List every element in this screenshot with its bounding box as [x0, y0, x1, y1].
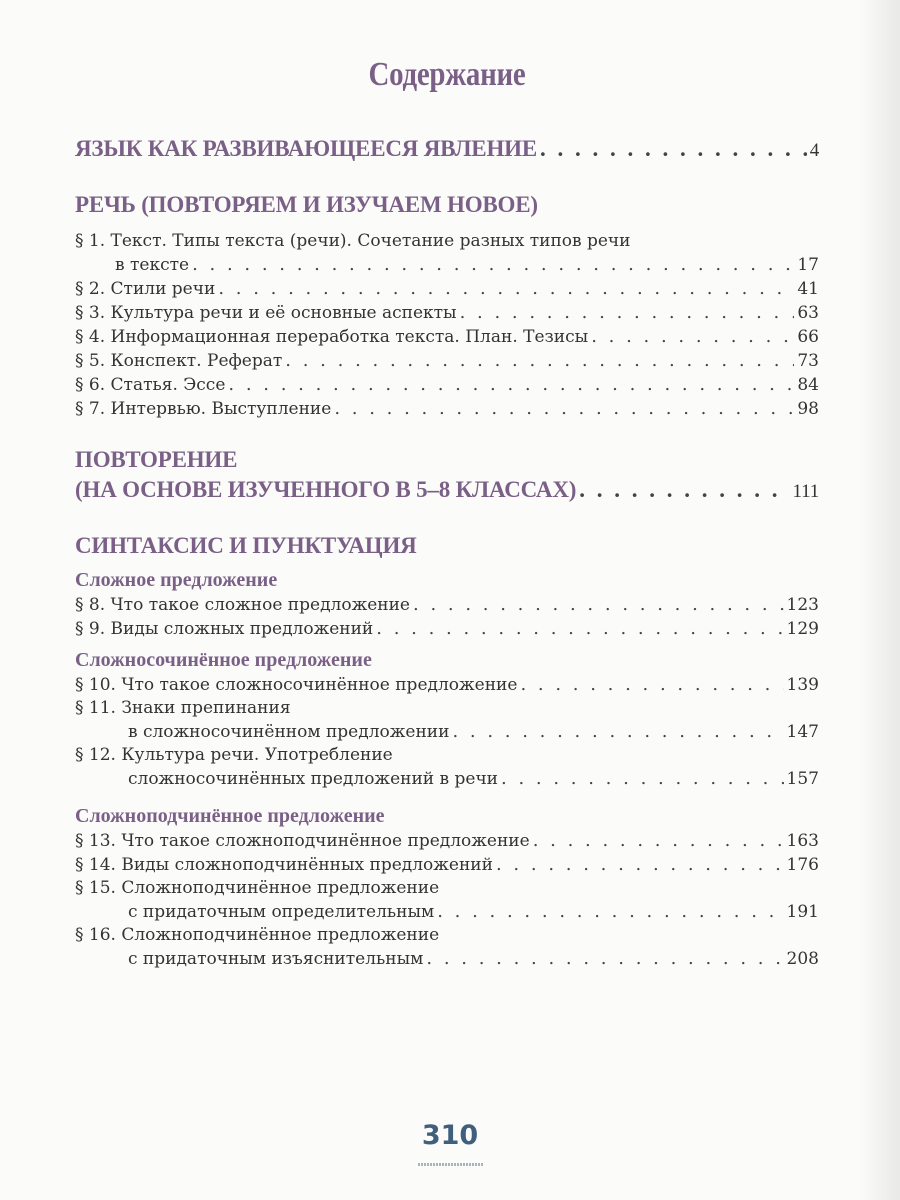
leader-dots [376, 617, 783, 640]
toc-item-label: § 3. Культура речи и её основные аспекты [75, 303, 457, 323]
page-number-underline [418, 1163, 484, 1166]
toc-item-label: § 14. Виды сложноподчинённых предложений [75, 855, 493, 875]
toc-page-number: 111 [792, 481, 819, 502]
toc-item-label: § 13. Что такое сложноподчинённое предложение [75, 831, 530, 851]
leader-dots [334, 397, 794, 420]
toc-item-label: § 7. Интервью. Выступление [75, 399, 332, 419]
page-title: Содержание [368, 56, 526, 93]
toc-item-10[interactable] [75, 673, 819, 697]
leader-dots [452, 720, 783, 743]
page-edge-shadow [860, 0, 900, 1200]
toc-item-label: § 5. Конспект. Реферат [75, 351, 283, 371]
leader-dots [437, 900, 783, 923]
toc-item-label: с придаточным изъяснительным [128, 949, 424, 969]
toc-item-3[interactable] [75, 301, 819, 325]
toc-item-15-line1[interactable]: § 15. Сложноподчинённое предложение [75, 878, 440, 898]
toc-page-number: 176 [786, 855, 819, 875]
toc-part-label: ЯЗЫК КАК РАЗВИВАЮЩЕЕСЯ ЯВЛЕНИЕ [75, 136, 537, 161]
toc-item-label: § 8. Что такое сложное предложение [75, 595, 410, 615]
leader-dots [591, 325, 794, 348]
leader-dots [192, 253, 794, 276]
toc-item-15[interactable] [75, 900, 819, 924]
toc-part-review[interactable] [75, 475, 819, 507]
toc-page-number: 66 [797, 327, 819, 347]
leader-dots [501, 767, 784, 790]
toc-item-16-line1[interactable]: § 16. Сложноподчинённое предложение [75, 925, 440, 945]
toc-page-number: 41 [797, 279, 819, 299]
leader-dots [579, 475, 789, 505]
toc-part-speech[interactable]: РЕЧЬ (ПОВТОРЯЕМ И ИЗУЧАЕМ НОВОЕ) [75, 192, 538, 217]
toc-subsection-complex[interactable]: Сложное предложение [75, 569, 278, 591]
leader-dots [520, 673, 783, 696]
leader-dots [413, 593, 784, 616]
leader-dots [533, 829, 784, 852]
toc-item-4[interactable] [75, 325, 819, 349]
toc-item-label: § 6. Статья. Эссе [75, 375, 226, 395]
toc-item-label: в сложносочинённом предложении [128, 722, 450, 742]
toc-page-number: 17 [797, 255, 819, 275]
toc-page-number: 84 [797, 375, 819, 395]
toc-page-number: 4 [809, 140, 819, 161]
toc-page-number: 98 [797, 399, 819, 419]
toc-item-label: с придаточным определительным [128, 902, 435, 922]
toc-item-11-line1[interactable]: § 11. Знаки препинания [75, 698, 291, 718]
toc-part-language[interactable] [75, 134, 819, 166]
toc-item-8[interactable] [75, 593, 819, 617]
page-number: 310 [421, 1120, 479, 1151]
leader-dots [540, 134, 807, 164]
toc-item-label: § 2. Стили речи [75, 279, 216, 299]
toc-part-review-line1[interactable]: ПОВТОРЕНИЕ [75, 447, 238, 472]
leader-dots [228, 373, 794, 396]
toc-item-label: § 9. Виды сложных предложений [75, 619, 374, 639]
toc-item-12-line1[interactable]: § 12. Культура речи. Употребление [75, 745, 393, 765]
toc-part-label: (НА ОСНОВЕ ИЗУЧЕННОГО В 5–8 КЛАССАХ) [75, 477, 577, 502]
toc-page-number: 163 [786, 831, 819, 851]
toc-item-label: в тексте [115, 255, 190, 275]
toc-item-1-line1[interactable]: § 1. Текст. Типы текста (речи). Сочетание разных типов речи [75, 231, 631, 251]
leader-dots [218, 277, 794, 300]
toc-item-6[interactable] [75, 373, 819, 397]
toc-item-label: сложносочинённых предложений в речи [128, 769, 499, 789]
toc-page-number: 191 [786, 902, 819, 922]
toc-item-5[interactable] [75, 349, 819, 373]
toc-item-label: § 4. Информационная переработка текста. План. Тезисы [75, 327, 589, 347]
toc-page-number: 129 [786, 619, 819, 639]
toc-subsection-subordinate[interactable]: Сложноподчинённое предложение [75, 805, 385, 827]
toc-item-2[interactable] [75, 277, 819, 301]
leader-dots [285, 349, 794, 372]
toc-item-11[interactable] [75, 720, 819, 744]
toc-item-12[interactable] [75, 767, 819, 791]
toc-page-number: 157 [786, 769, 819, 789]
toc-part-syntax[interactable]: СИНТАКСИС И ПУНКТУАЦИЯ [75, 533, 417, 558]
leader-dots [460, 301, 795, 324]
toc-page-number: 123 [786, 595, 819, 615]
toc-item-14[interactable] [75, 853, 819, 877]
toc-page-number: 139 [786, 675, 819, 695]
toc-item-9[interactable] [75, 617, 819, 641]
table-of-contents [75, 56, 819, 971]
toc-item-label: § 10. Что такое сложносочинённое предложение [75, 675, 518, 695]
toc-page-number: 63 [797, 303, 819, 323]
toc-item-16[interactable] [75, 947, 819, 971]
toc-page-number: 147 [786, 722, 819, 742]
toc-item-13[interactable] [75, 829, 819, 853]
leader-dots [496, 853, 784, 876]
toc-subsection-compound[interactable]: Сложносочинённое предложение [75, 649, 372, 671]
toc-item-1[interactable] [75, 253, 819, 277]
leader-dots [426, 947, 783, 970]
toc-page-number: 208 [786, 949, 819, 969]
toc-page-number: 73 [797, 351, 819, 371]
toc-item-7[interactable] [75, 397, 819, 421]
